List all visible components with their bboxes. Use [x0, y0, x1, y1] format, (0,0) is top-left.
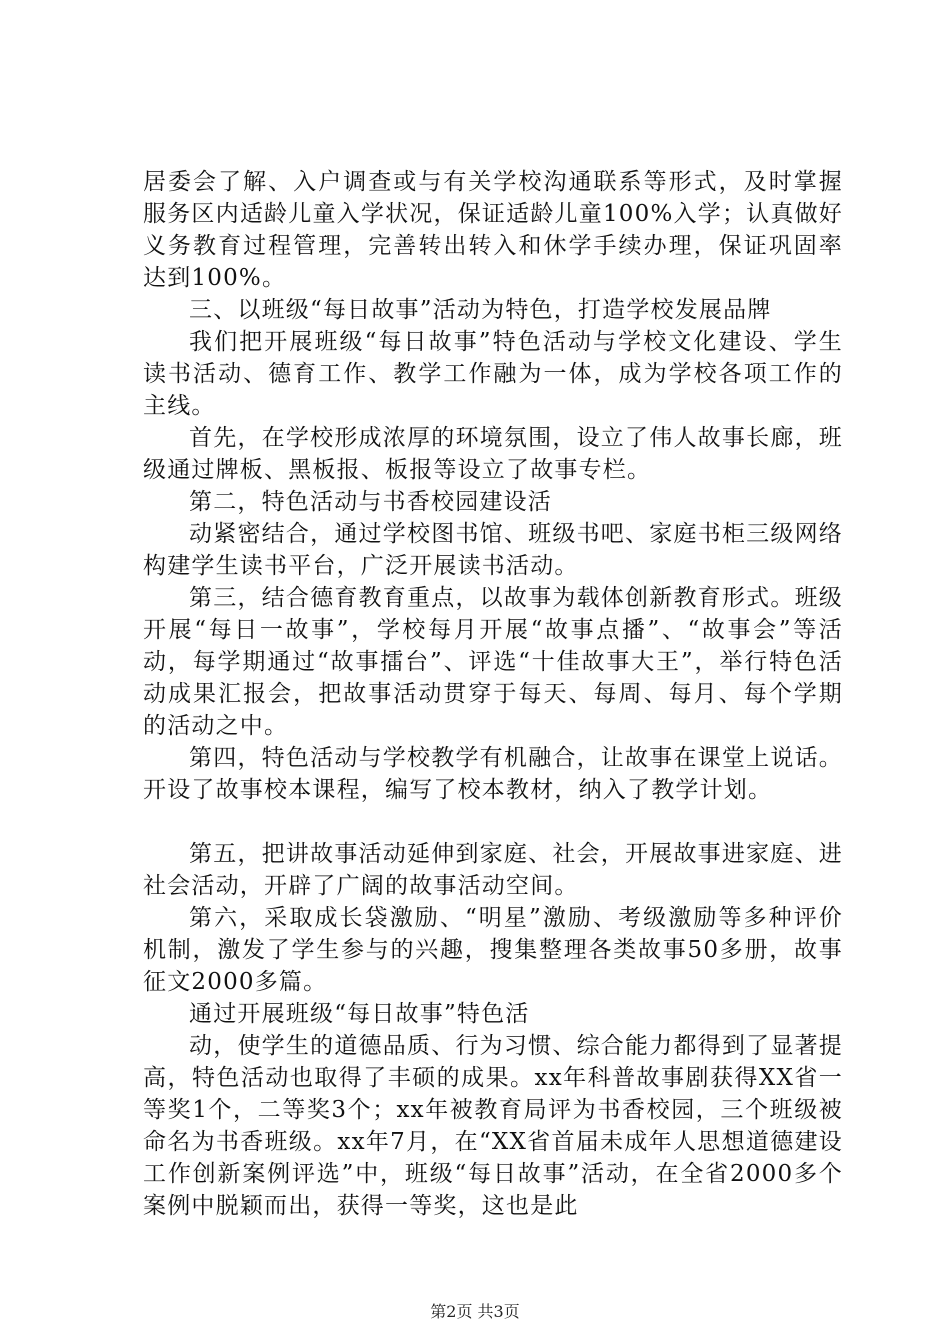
paragraph-summary-cont: 动，使学生的道德品质、行为习惯、综合能力都得到了显著提高，特色活动也取得了丰硕的成果。xx年科普故事剧获得XX省一等奖1个，二等奖3个；xx年被教育局评为书香校园，三个班级被命名为书香班级。xx年7月，在“XX省首届未成年人思想道德建设工作创新案例评选”中，班级“每日故事”活动，在全省2000多个案例中脱颖而出，获得一等奖，这也是此 — [143, 1033, 843, 1219]
paragraph-first: 首先，在学校形成浓厚的环境氛围，设立了伟人故事长廊，班级通过牌板、黑板报、板报等设立了故事专栏。 — [143, 425, 843, 483]
paragraph-fifth: 第五，把讲故事活动延伸到家庭、社会，开展故事进家庭、进社会活动，开辟了广阔的故事活动空间。 — [143, 841, 843, 899]
paragraph-fourth: 第四，特色活动与学校教学有机融合，让故事在课堂上说话。开设了故事校本课程，编写了校本教材，纳入了教学计划。 — [143, 745, 843, 803]
paragraph-second-cont: 动紧密结合，通过学校图书馆、班级书吧、家庭书柜三级网络构建学生读书平台，广泛开展读书活动。 — [143, 521, 843, 579]
paragraph-second-start: 第二，特色活动与书香校园建设活 — [189, 489, 552, 515]
paragraph-third: 第三，结合德育教育重点，以故事为载体创新教育形式。班级开展“每日一故事”，学校每月开展“故事点播”、“故事会”等活动，每学期通过“故事擂台”、评选“十佳故事大王”，举行特色活动成果汇报会，把故事活动贯穿于每天、每周、每月、每个学期的活动之中。 — [143, 585, 843, 739]
paragraph-overview: 我们把开展班级“每日故事”特色活动与学校文化建设、学生读书活动、德育工作、教学工作融为一体，成为学校各项工作的主线。 — [143, 329, 843, 419]
document-body — [143, 166, 843, 1222]
paragraph-gap — [143, 806, 843, 838]
section-heading-3: 三、以班级“每日故事”活动为特色，打造学校发展品牌 — [189, 297, 772, 323]
page-number-footer: 第2页 共3页 — [430, 1302, 520, 1321]
paragraph-enrollment: 居委会了解、入户调查或与有关学校沟通联系等形式，及时掌握服务区内适龄儿童入学状况，保证适龄儿童100%入学；认真做好义务教育过程管理，完善转出转入和休学手续办理，保证巩固率达到100%。 — [143, 169, 843, 291]
paragraph-sixth: 第六，采取成长袋激励、“明星”激励、考级激励等多种评价机制，激发了学生参与的兴趣，搜集整理各类故事50多册，故事征文2000多篇。 — [143, 905, 843, 995]
paragraph-summary-start: 通过开展班级“每日故事”特色活 — [189, 1001, 530, 1027]
